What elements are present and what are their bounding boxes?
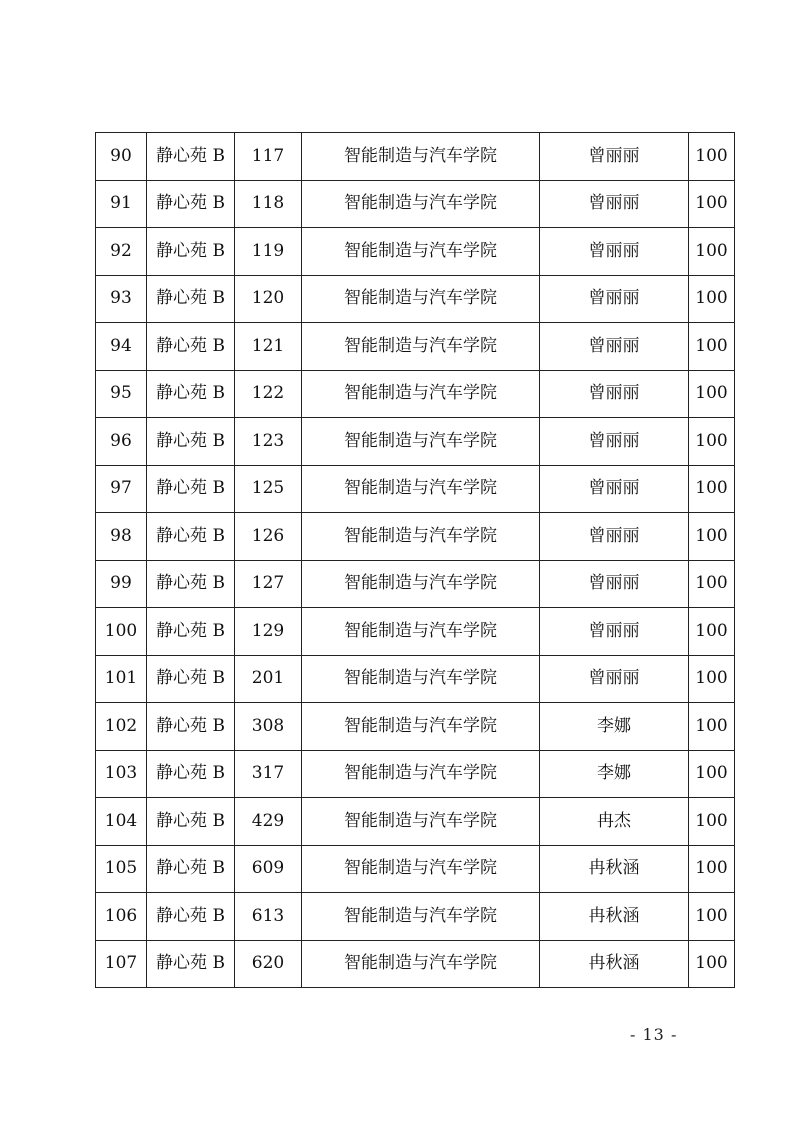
table-row <box>96 275 735 323</box>
table-row <box>96 703 735 751</box>
table-row <box>96 608 735 656</box>
score-cell: 100 <box>689 228 735 276</box>
person-in-charge-cell: 曾丽丽 <box>540 275 689 323</box>
row-number-cell: 100 <box>96 608 147 656</box>
room-number-cell: 119 <box>235 228 302 276</box>
row-number-cell: 99 <box>96 560 147 608</box>
score-cell: 100 <box>689 465 735 513</box>
dormitory-score-table <box>95 132 735 988</box>
building-cell: 静心苑 B <box>147 798 235 846</box>
room-number-cell: 429 <box>235 798 302 846</box>
person-in-charge-cell: 曾丽丽 <box>540 560 689 608</box>
person-in-charge-cell: 曾丽丽 <box>540 418 689 466</box>
room-number-cell: 118 <box>235 180 302 228</box>
person-in-charge-cell: 曾丽丽 <box>540 465 689 513</box>
score-cell: 100 <box>689 845 735 893</box>
building-cell: 静心苑 B <box>147 275 235 323</box>
table-body <box>96 133 735 988</box>
row-number-cell: 102 <box>96 703 147 751</box>
college-cell: 智能制造与汽车学院 <box>302 940 540 988</box>
building-cell: 静心苑 B <box>147 228 235 276</box>
college-cell: 智能制造与汽车学院 <box>302 133 540 181</box>
row-number-cell: 95 <box>96 370 147 418</box>
room-number-cell: 129 <box>235 608 302 656</box>
table-row <box>96 655 735 703</box>
table-row <box>96 560 735 608</box>
table-row <box>96 370 735 418</box>
score-cell: 100 <box>689 180 735 228</box>
score-cell: 100 <box>689 513 735 561</box>
score-cell: 100 <box>689 133 735 181</box>
building-cell: 静心苑 B <box>147 893 235 941</box>
room-number-cell: 127 <box>235 560 302 608</box>
table-row <box>96 893 735 941</box>
room-number-cell: 123 <box>235 418 302 466</box>
person-in-charge-cell: 曾丽丽 <box>540 655 689 703</box>
table-row <box>96 798 735 846</box>
score-cell: 100 <box>689 370 735 418</box>
person-in-charge-cell: 曾丽丽 <box>540 180 689 228</box>
person-in-charge-cell: 冉秋涵 <box>540 845 689 893</box>
person-in-charge-cell: 曾丽丽 <box>540 370 689 418</box>
room-number-cell: 609 <box>235 845 302 893</box>
row-number-cell: 107 <box>96 940 147 988</box>
college-cell: 智能制造与汽车学院 <box>302 845 540 893</box>
room-number-cell: 620 <box>235 940 302 988</box>
score-cell: 100 <box>689 750 735 798</box>
row-number-cell: 98 <box>96 513 147 561</box>
room-number-cell: 120 <box>235 275 302 323</box>
room-number-cell: 308 <box>235 703 302 751</box>
row-number-cell: 90 <box>96 133 147 181</box>
person-in-charge-cell: 李娜 <box>540 750 689 798</box>
building-cell: 静心苑 B <box>147 703 235 751</box>
college-cell: 智能制造与汽车学院 <box>302 798 540 846</box>
room-number-cell: 201 <box>235 655 302 703</box>
college-cell: 智能制造与汽车学院 <box>302 465 540 513</box>
college-cell: 智能制造与汽车学院 <box>302 608 540 656</box>
table-row <box>96 133 735 181</box>
room-number-cell: 125 <box>235 465 302 513</box>
building-cell: 静心苑 B <box>147 133 235 181</box>
room-number-cell: 121 <box>235 323 302 371</box>
college-cell: 智能制造与汽车学院 <box>302 750 540 798</box>
table-row <box>96 845 735 893</box>
score-cell: 100 <box>689 418 735 466</box>
score-cell: 100 <box>689 608 735 656</box>
room-number-cell: 317 <box>235 750 302 798</box>
room-number-cell: 117 <box>235 133 302 181</box>
row-number-cell: 91 <box>96 180 147 228</box>
page-number: - 13 - <box>630 1025 678 1044</box>
building-cell: 静心苑 B <box>147 323 235 371</box>
score-cell: 100 <box>689 798 735 846</box>
building-cell: 静心苑 B <box>147 418 235 466</box>
building-cell: 静心苑 B <box>147 560 235 608</box>
building-cell: 静心苑 B <box>147 513 235 561</box>
row-number-cell: 103 <box>96 750 147 798</box>
college-cell: 智能制造与汽车学院 <box>302 703 540 751</box>
room-number-cell: 126 <box>235 513 302 561</box>
score-cell: 100 <box>689 940 735 988</box>
row-number-cell: 105 <box>96 845 147 893</box>
row-number-cell: 106 <box>96 893 147 941</box>
score-cell: 100 <box>689 703 735 751</box>
person-in-charge-cell: 曾丽丽 <box>540 513 689 561</box>
building-cell: 静心苑 B <box>147 608 235 656</box>
table-row <box>96 513 735 561</box>
room-number-cell: 122 <box>235 370 302 418</box>
person-in-charge-cell: 曾丽丽 <box>540 608 689 656</box>
college-cell: 智能制造与汽车学院 <box>302 893 540 941</box>
building-cell: 静心苑 B <box>147 750 235 798</box>
score-cell: 100 <box>689 893 735 941</box>
row-number-cell: 93 <box>96 275 147 323</box>
college-cell: 智能制造与汽车学院 <box>302 370 540 418</box>
row-number-cell: 97 <box>96 465 147 513</box>
person-in-charge-cell: 冉秋涵 <box>540 940 689 988</box>
table-row <box>96 465 735 513</box>
row-number-cell: 92 <box>96 228 147 276</box>
table-row <box>96 940 735 988</box>
table-row <box>96 228 735 276</box>
college-cell: 智能制造与汽车学院 <box>302 180 540 228</box>
row-number-cell: 96 <box>96 418 147 466</box>
college-cell: 智能制造与汽车学院 <box>302 655 540 703</box>
college-cell: 智能制造与汽车学院 <box>302 323 540 371</box>
college-cell: 智能制造与汽车学院 <box>302 513 540 561</box>
table-row <box>96 323 735 371</box>
person-in-charge-cell: 冉杰 <box>540 798 689 846</box>
person-in-charge-cell: 曾丽丽 <box>540 323 689 371</box>
score-cell: 100 <box>689 655 735 703</box>
row-number-cell: 104 <box>96 798 147 846</box>
score-cell: 100 <box>689 275 735 323</box>
table-row <box>96 750 735 798</box>
building-cell: 静心苑 B <box>147 180 235 228</box>
score-cell: 100 <box>689 323 735 371</box>
building-cell: 静心苑 B <box>147 465 235 513</box>
person-in-charge-cell: 曾丽丽 <box>540 228 689 276</box>
college-cell: 智能制造与汽车学院 <box>302 228 540 276</box>
person-in-charge-cell: 李娜 <box>540 703 689 751</box>
table-row <box>96 418 735 466</box>
building-cell: 静心苑 B <box>147 370 235 418</box>
person-in-charge-cell: 冉秋涵 <box>540 893 689 941</box>
building-cell: 静心苑 B <box>147 845 235 893</box>
table-row <box>96 180 735 228</box>
person-in-charge-cell: 曾丽丽 <box>540 133 689 181</box>
college-cell: 智能制造与汽车学院 <box>302 560 540 608</box>
row-number-cell: 94 <box>96 323 147 371</box>
score-cell: 100 <box>689 560 735 608</box>
room-number-cell: 613 <box>235 893 302 941</box>
college-cell: 智能制造与汽车学院 <box>302 418 540 466</box>
row-number-cell: 101 <box>96 655 147 703</box>
college-cell: 智能制造与汽车学院 <box>302 275 540 323</box>
building-cell: 静心苑 B <box>147 655 235 703</box>
building-cell: 静心苑 B <box>147 940 235 988</box>
